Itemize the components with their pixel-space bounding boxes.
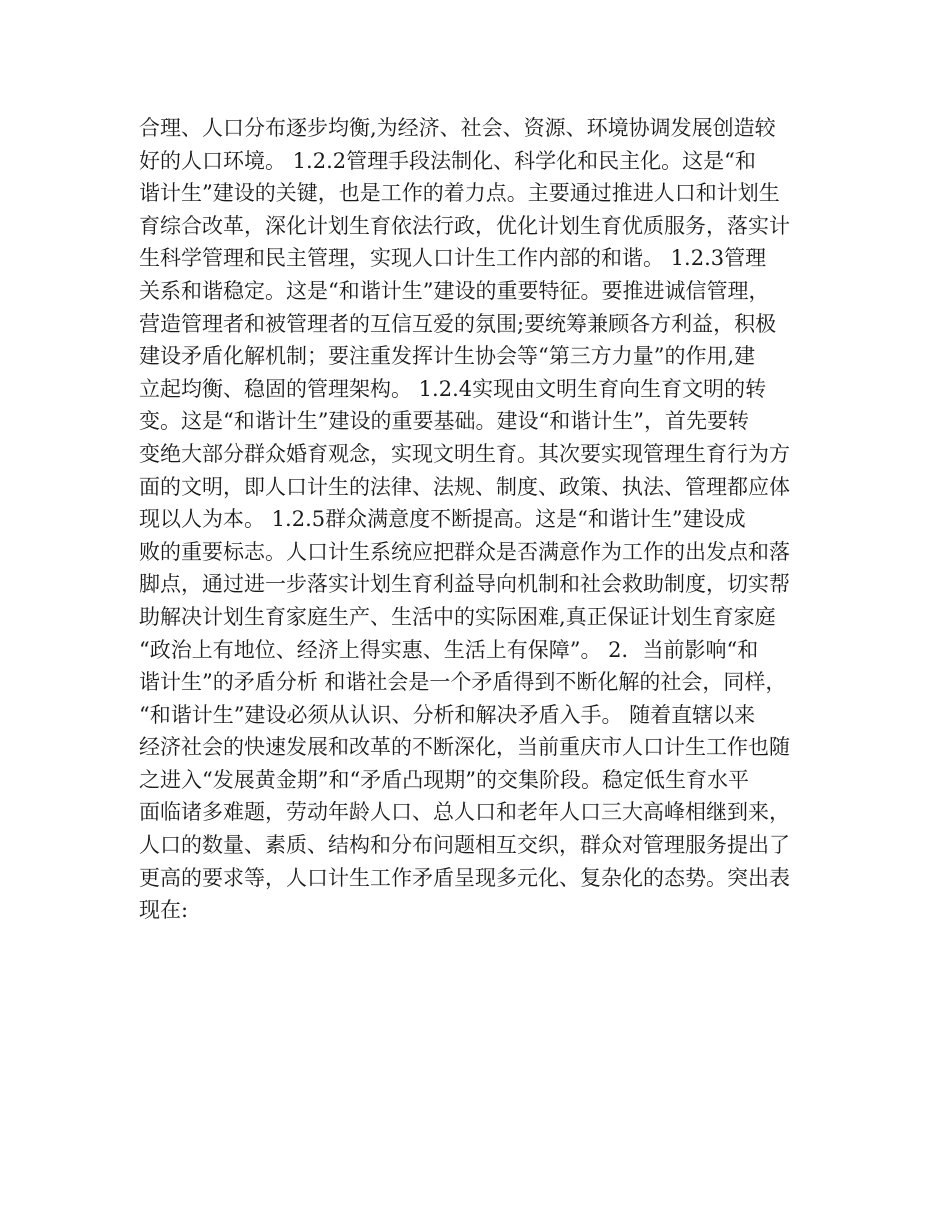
text-line: 败的重要标志。人口计生系统应把群众是否满意作为工作的出发点和落 — [139, 539, 790, 564]
text-line: 现在: — [139, 898, 189, 923]
text-line: 合理、人口分布逐步均衡,为经济、社会、资源、环境协调发展创造较 — [139, 116, 776, 140]
text-line: “政治上有地位、经济上得实惠、生活上有保障”。 2．当前影响“和 — [139, 637, 759, 662]
body-paragraph — [139, 112, 819, 927]
text-line: 变绝大部分群众婚育观念，实现文明生育。其次要实现管理生育行为方 — [139, 441, 790, 466]
text-line: 谐计生”建设的关键，也是工作的着力点。主要通过推进人口和计划生 — [139, 181, 780, 206]
text-line: 人口的数量、素质、结构和分布问题相互交织，群众对管理服务提出了 — [139, 833, 790, 858]
text-line: 面的文明，即人口计生的法律、法规、制度、政策、执法、管理都应体 — [139, 474, 790, 499]
text-line: 脚点，通过进一步落实计划生育利益导向机制和社会救助制度，切实帮 — [139, 572, 790, 597]
text-line: 变。这是“和谐计生”建设的重要基础。建设“和谐计生”，首先要转 — [139, 409, 749, 434]
text-line: 育综合改革，深化计划生育依法行政，优化计划生育优质服务，落实计 — [139, 213, 790, 238]
text-line: 助解决计划生育家庭生产、生活中的实际困难,真正保证计划生育家庭 — [139, 604, 776, 629]
text-line: 建设矛盾化解机制；要注重发挥计生协会等“第三方力量”的作用,建 — [139, 344, 756, 369]
text-line: 关系和谐稳定。这是“和谐计生”建设的重要特征。要推进诚信管理， — [139, 278, 770, 303]
text-line: 面临诸多难题，劳动年龄人口、总人口和老年人口三大高峰相继到来， — [139, 800, 790, 825]
text-line: 生科学管理和民主管理，实现人口计生工作内部的和谐。 1.2.3管理 — [139, 246, 767, 271]
text-line: 经济社会的快速发展和改革的不断深化，当前重庆市人口计生工作也随 — [139, 735, 790, 760]
text-line: 现以人为本。 1.2.5群众满意度不断提高。这是“和谐计生”建设成 — [139, 507, 746, 532]
text-line: 之进入“发展黄金期”和“矛盾凸现期”的交集阶段。稳定低生育水平 — [139, 767, 749, 792]
text-line: 好的人口环境。 1.2.2管理手段法制化、科学化和民主化。这是“和 — [139, 148, 756, 173]
text-line: “和谐计生”建设必须从认识、分析和解决矛盾入手。 随着直辖以来 — [139, 702, 756, 727]
text-line: 立起均衡、稳固的管理架构。 1.2.4实现由文明生育向生育文明的转 — [139, 376, 767, 401]
text-line: 营造管理者和被管理者的互信互爱的氛围;要统筹兼顾各方利益，积极 — [139, 311, 777, 336]
text-line: 谐计生”的矛盾分析 和谐社会是一个矛盾得到不断化解的社会，同样， — [139, 670, 787, 695]
text-line: 更高的要求等，人口计生工作矛盾呈现多元化、复杂化的态势。突出表 — [139, 865, 790, 890]
